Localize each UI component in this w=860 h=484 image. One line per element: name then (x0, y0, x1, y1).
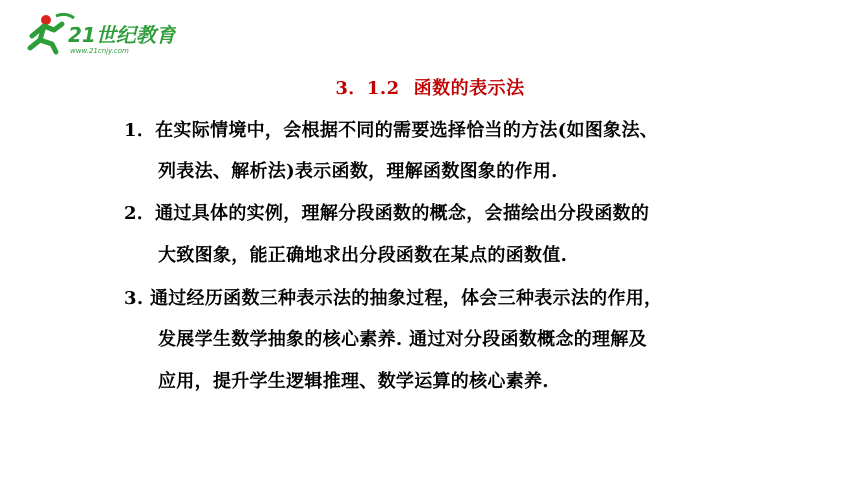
objective-3-line-2: 发展学生数学抽象的核心素养. 通过对分段函数概念的理解及 (158, 329, 647, 350)
logo-brand-text: 21世纪教育 (68, 23, 176, 47)
section-title-text: 函数的表示法 (413, 78, 525, 99)
objective-1-line-1: 1．在实际情境中，会根据不同的需要选择恰当的方法(如图象法、 (124, 120, 659, 141)
objective-2-line-2: 大致图象，能正确地求出分段函数在某点的函数值. (158, 245, 568, 266)
section-title (0, 74, 860, 100)
objective-3-line-3: 应用，提升学生逻辑推理、数学运算的核心素养. (158, 371, 549, 392)
logo-url-text: www.21cnjy.com (70, 47, 129, 55)
section-number: 3．1.2 (335, 78, 400, 99)
runner-logo-icon (26, 10, 176, 56)
objective-1-line-2: 列表法、解析法)表示函数，理解函数图象的作用. (158, 161, 558, 182)
objective-3-line-1: 3. 通过经历函数三种表示法的抽象过程，体会三种表示法的作用， (124, 288, 663, 309)
logo (26, 10, 176, 56)
objective-2-line-1: 2．通过具体的实例，理解分段函数的概念，会描绘出分段函数的 (124, 203, 650, 224)
